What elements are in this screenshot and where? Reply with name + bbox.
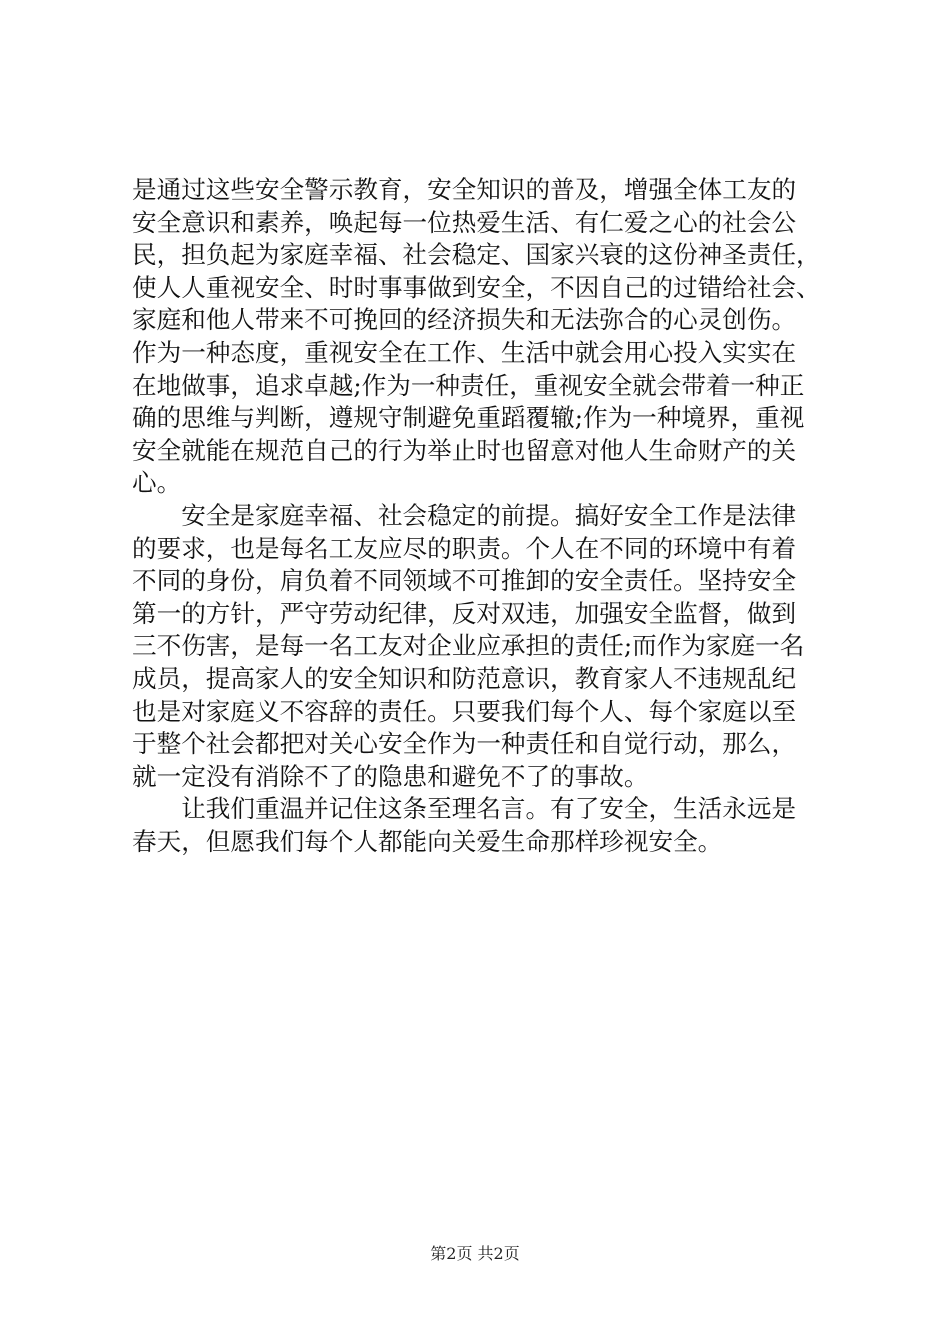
text-line: 三不伤害，是每一名工友对企业应承担的责任;而作为家庭一名 <box>132 631 805 661</box>
text-line: 家庭和他人带来不可挽回的经济损失和无法弥合的心灵创伤。 <box>132 305 797 335</box>
text-line: 第一的方针，严守劳动纪律，反对双违，加强安全监督，做到 <box>132 598 797 628</box>
page-footer: 第2页 共2页 <box>430 1244 520 1263</box>
text-line: 作为一种态度，重视安全在工作、生活中就会用心投入实实在 <box>132 337 797 367</box>
text-line: 也是对家庭义不容辞的责任。只要我们每个人、每个家庭以至 <box>132 696 797 726</box>
text-line: 于整个社会都把对关心安全作为一种责任和自觉行动，那么， <box>132 729 797 759</box>
text-line: 安全就能在规范自己的行为举止时也留意对他人生命财产的关 <box>132 435 797 465</box>
text-line: 春天，但愿我们每个人都能向关爱生命那样珍视安全。 <box>132 826 723 856</box>
text-line: 成员，提高家人的安全知识和防范意识，教育家人不违规乱纪 <box>132 663 797 693</box>
text-line: 确的思维与判断，遵规守制避免重蹈覆辙;作为一种境界，重视 <box>132 403 805 433</box>
text-line: 是通过这些安全警示教育，安全知识的普及，增强全体工友的 <box>132 175 797 204</box>
document-body <box>132 174 832 858</box>
text-line: 就一定没有消除不了的隐患和避免不了的事故。 <box>132 761 649 791</box>
text-line: 使人人重视安全、时时事事做到安全，不因自己的过错给社会、 <box>132 272 821 302</box>
paragraph-start-line: 安全是家庭幸福、社会稳定的前提。搞好安全工作是法律 <box>132 500 797 530</box>
text-line: 安全意识和素养，唤起每一位热爱生活、有仁爱之心的社会公 <box>132 207 797 237</box>
text-line: 心。 <box>132 468 182 498</box>
text-line: 不同的身份，肩负着不同领域不可推卸的安全责任。坚持安全 <box>132 566 797 596</box>
text-line: 在地做事，追求卓越;作为一种责任，重视安全就会带着一种正 <box>132 370 805 400</box>
paragraph-start-line: 让我们重温并记住这条至理名言。有了安全，生活永远是 <box>132 794 797 824</box>
text-line: 的要求，也是每名工友应尽的职责。个人在不同的环境中有着 <box>132 533 797 563</box>
text-line: 民，担负起为家庭幸福、社会稳定、国家兴衰的这份神圣责任， <box>132 240 821 270</box>
